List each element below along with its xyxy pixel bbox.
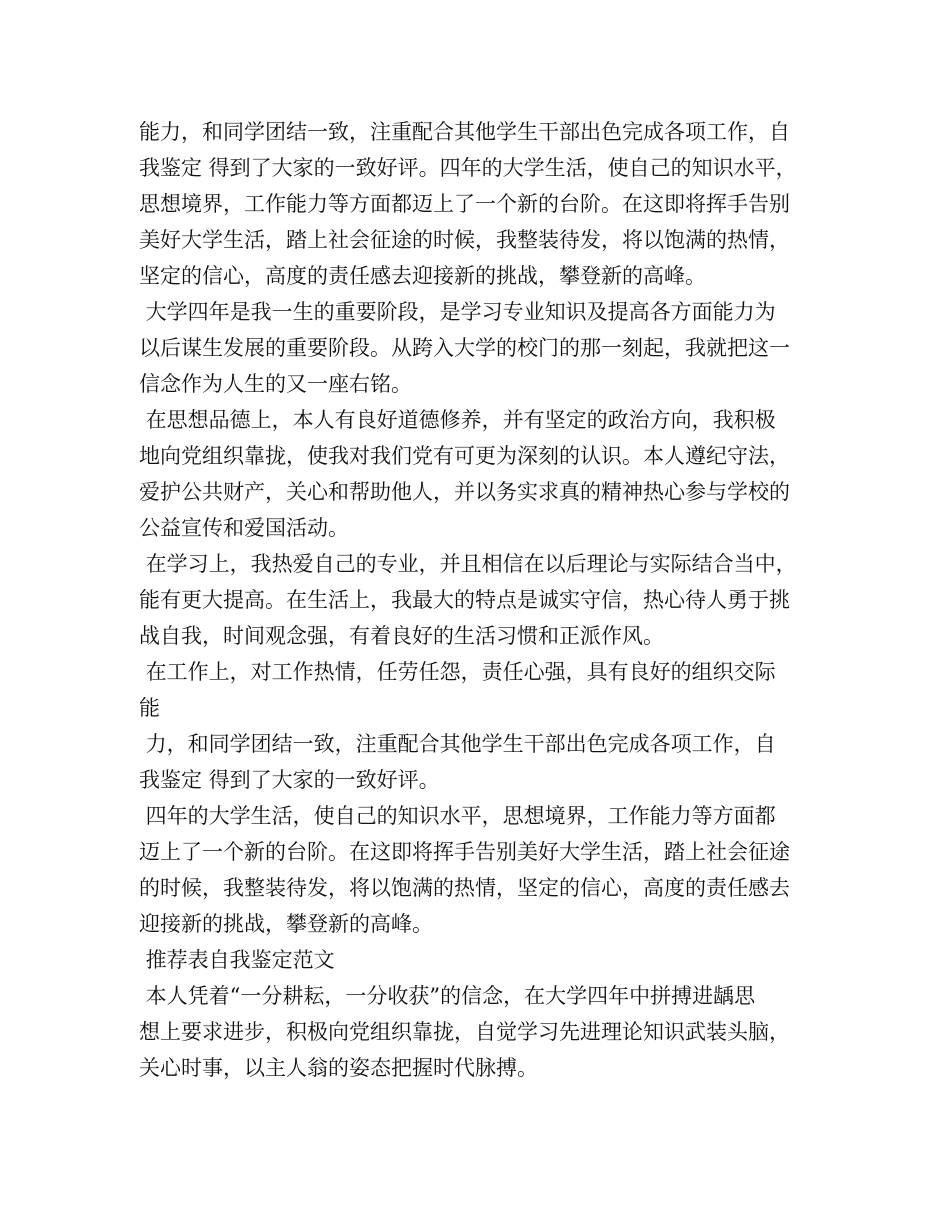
text-line: 的时候，我整装待发，将以饱满的热情，坚定的信心，高度的责任感去 [139,876,790,900]
text-line: 能 [139,696,160,720]
text-line: 信念作为人生的又一座右铭。 [139,372,412,396]
text-line: 四年的大学生活，使自己的知识水平，思想境界，工作能力等方面都 [139,804,776,828]
text-line: 我鉴定 得到了大家的一致好评。 [139,768,440,792]
section-heading: 推荐表自我鉴定范文 [139,948,335,972]
text-line: 思想境界，工作能力等方面都迈上了一个新的台阶。在这即将挥手告别 [139,192,790,216]
document-body [139,114,839,1086]
text-line: 坚定的信心，高度的责任感去迎接新的挑战，攀登新的高峰。 [139,264,706,288]
text-line: 关心时事，以主人翁的姿态把握时代脉搏。 [139,1056,538,1080]
text-line: 迎接新的挑战，攀登新的高峰。 [139,912,433,936]
text-line: 爱护公共财产，关心和帮助他人，并以务实求真的精神热心参与学校的 [139,480,790,504]
text-line: 以后谋生发展的重要阶段。从跨入大学的校门的那一刻起，我就把这一 [139,336,790,360]
text-line: 公益宣传和爱国活动。 [139,516,349,540]
text-line: 力，和同学团结一致，注重配合其他学生干部出色完成各项工作，自 [139,732,776,756]
text-line: 战自我，时间观念强，有着良好的生活习惯和正派作风。 [139,624,664,648]
text-line: 地向党组织靠拢，使我对我们党有可更为深刻的认识。本人遵纪守法， [139,444,790,468]
text-line: 想上要求进步，积极向党组织靠拢，自觉学习先进理论知识武装头脑， [139,1020,790,1044]
text-line: 迈上了一个新的台阶。在这即将挥手告别美好大学生活，踏上社会征途 [139,840,790,864]
text-line: 在思想品德上，本人有良好道德修养，并有坚定的政治方向，我积极 [139,408,776,432]
text-line: 能力，和同学团结一致，注重配合其他学生干部出色完成各项工作，自 [139,120,790,144]
text-line: 本人凭着“一分耕耘，一分收获”的信念，在大学四年中拼搏进龋思 [139,984,756,1008]
text-line: 在工作上，对工作热情，任劳任怨，责任心强，具有良好的组织交际 [139,660,776,684]
text-line: 我鉴定 得到了大家的一致好评。四年的大学生活，使自己的知识水平， [139,156,797,180]
text-line: 在学习上，我热爱自己的专业，并且相信在以后理论与实际结合当中， [139,552,797,576]
text-line: 能有更大提高。在生活上，我最大的特点是诚实守信，热心待人勇于挑 [139,588,790,612]
text-line: 美好大学生活，踏上社会征途的时候，我整装待发，将以饱满的热情， [139,228,790,252]
text-line: 大学四年是我一生的重要阶段，是学习专业知识及提高各方面能力为 [139,300,776,324]
